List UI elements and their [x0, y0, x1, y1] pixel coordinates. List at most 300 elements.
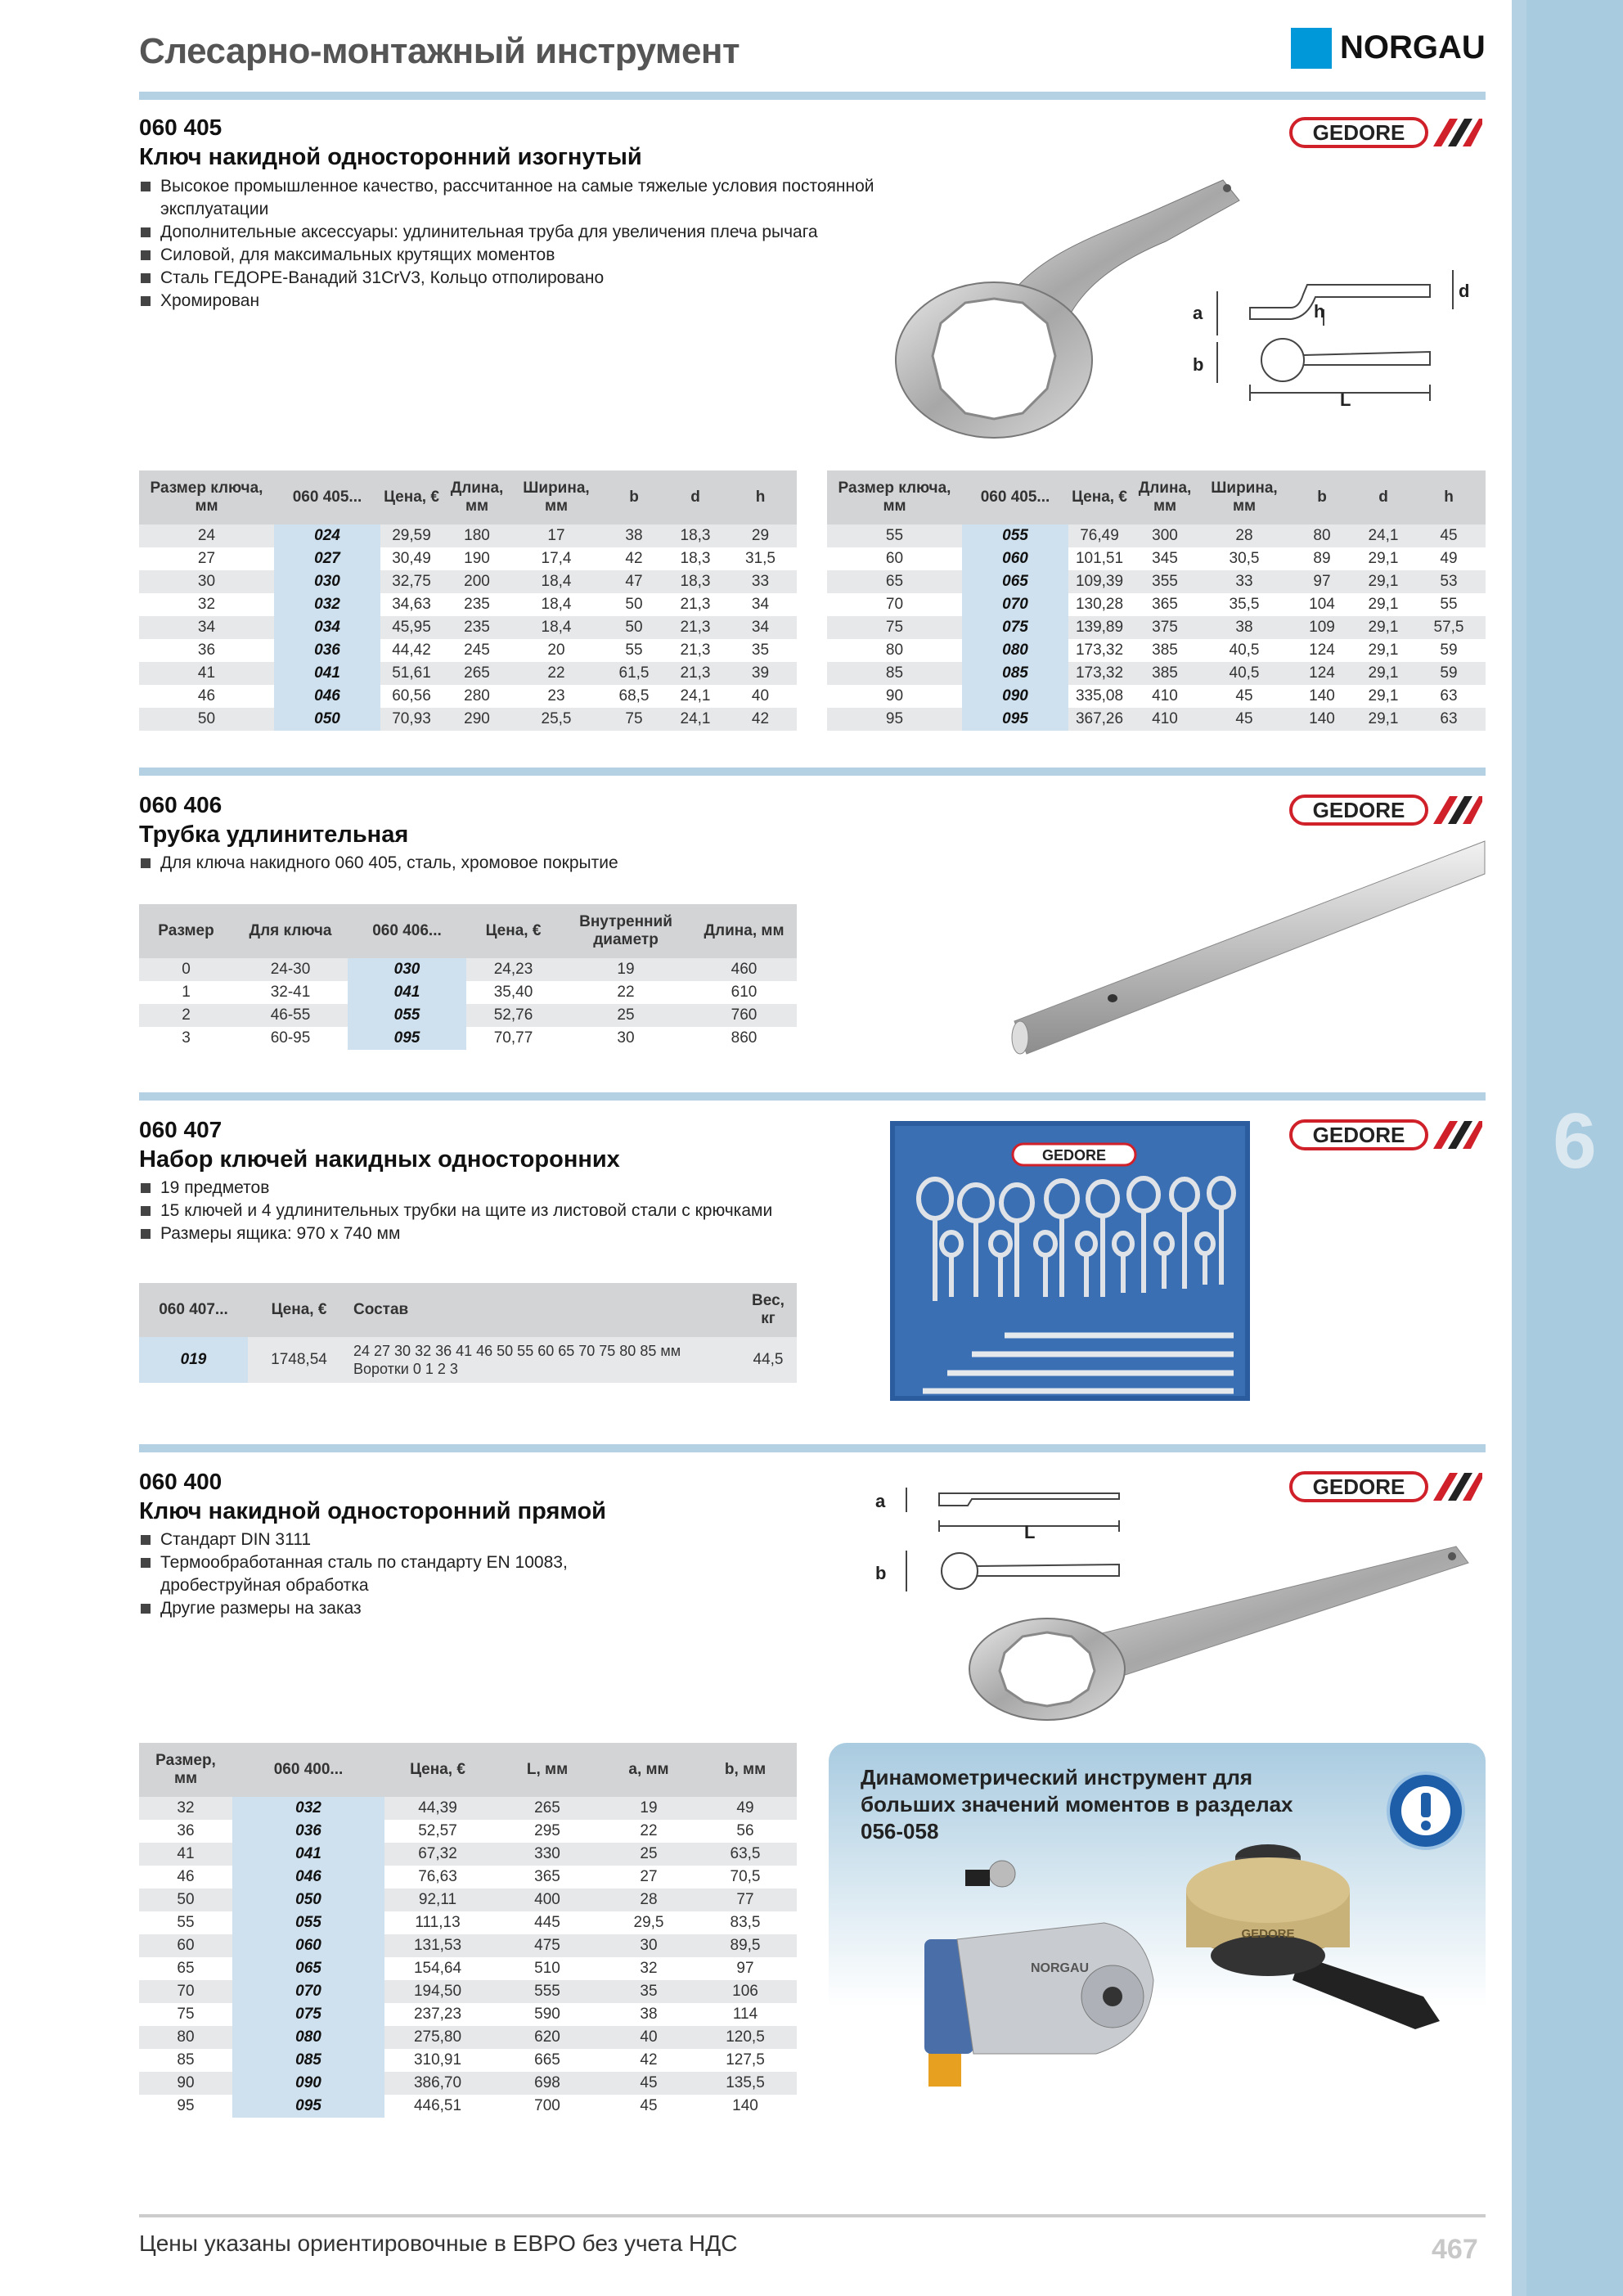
feature-item: Стандарт DIN 3111 [139, 1528, 630, 1551]
table-cell: 173,32 [1068, 662, 1131, 685]
table-cell: 89,5 [694, 1934, 797, 1957]
tool-board-image [890, 1121, 1250, 1401]
table-cell: 700 [491, 2095, 604, 2118]
col-header: b [1289, 470, 1355, 524]
table-cell: 53 [1412, 570, 1486, 593]
table-cell: 85 [827, 662, 962, 685]
section-divider [139, 1092, 1486, 1101]
table-cell: 24,1 [667, 708, 724, 731]
table-row [139, 1980, 797, 2003]
table-cell: 127,5 [694, 2049, 797, 2072]
table-cell: 1748,54 [248, 1337, 350, 1383]
table-cell: 190 [443, 547, 511, 570]
feature-list [139, 852, 875, 875]
table-cell: 63 [1412, 708, 1486, 731]
table-cell: 130,28 [1068, 593, 1131, 616]
table-cell: 44,42 [380, 639, 443, 662]
table-cell: 40,5 [1199, 662, 1289, 685]
table-cell: 555 [491, 1980, 604, 2003]
dim-a-label: a [1193, 303, 1203, 323]
table-cell: 70,77 [466, 1027, 560, 1050]
table-cell: 60 [139, 1934, 232, 1957]
table-cell: 19 [560, 958, 691, 981]
table-cell: 29,1 [1355, 708, 1412, 731]
table-cell: 45 [1199, 708, 1289, 731]
table-cell: 140 [1289, 708, 1355, 731]
table-cell: 45 [1412, 524, 1486, 547]
table-cell: 28 [1199, 524, 1289, 547]
product-code: 060 400 [139, 1469, 223, 1494]
table-cell: 27 [139, 547, 274, 570]
table-row [139, 1004, 797, 1027]
dim-d-label: d [1459, 281, 1470, 301]
table-cell: 120,5 [694, 2026, 797, 2049]
table-060-400 [139, 1743, 797, 2118]
table-cell: 42 [601, 547, 667, 570]
table-cell: 111,13 [384, 1911, 491, 1934]
col-header: Ширина, мм [511, 470, 601, 524]
feature-item: Термообработанная сталь по стандарту EN 10083, дробеструйная обработка [139, 1551, 630, 1597]
table-cell: 21,3 [667, 639, 724, 662]
table-row [139, 593, 797, 616]
table-cell: 60 [827, 547, 962, 570]
table-cell: 60,56 [380, 685, 443, 708]
table-cell: 109,39 [1068, 570, 1131, 593]
table-cell: 18,3 [667, 570, 724, 593]
table-cell: 135,5 [694, 2072, 797, 2095]
table-cell: 24 [139, 524, 274, 547]
table-cell: 124 [1289, 662, 1355, 685]
table-cell: 21,3 [667, 593, 724, 616]
table-cell: 30,5 [1199, 547, 1289, 570]
table-cell: 52,76 [466, 1004, 560, 1027]
table-cell: 060 [962, 547, 1068, 570]
table-cell: 385 [1131, 639, 1199, 662]
table-cell: 29,59 [380, 524, 443, 547]
gedore-logo [1289, 794, 1482, 826]
table-cell: 55 [827, 524, 962, 547]
table-cell: 2 [139, 1004, 233, 1027]
table-cell: 49 [1412, 547, 1486, 570]
table-cell: 085 [232, 2049, 384, 2072]
table-row [139, 1797, 797, 1820]
bent-wrench-dimension-drawing [1193, 260, 1487, 407]
table-cell: 90 [139, 2072, 232, 2095]
table-cell: 21,3 [667, 662, 724, 685]
table-cell: 310,91 [384, 2049, 491, 2072]
table-cell: 024 [274, 524, 380, 547]
col-header: Длина, мм [1131, 470, 1199, 524]
table-cell: 050 [232, 1889, 384, 1911]
table-cell: 89 [1289, 547, 1355, 570]
table-row [139, 616, 797, 639]
table-cell: 60-95 [233, 1027, 348, 1050]
table-cell: 019 [139, 1337, 248, 1383]
table-cell: 036 [274, 639, 380, 662]
table-cell: 59 [1412, 639, 1486, 662]
table-cell: 39 [724, 662, 797, 685]
dim-a-label: a [875, 1491, 886, 1511]
table-cell: 25 [560, 1004, 691, 1027]
table-cell: 070 [962, 593, 1068, 616]
table-cell: 24-30 [233, 958, 348, 981]
table-cell: 365 [1131, 593, 1199, 616]
table-cell: 33 [724, 570, 797, 593]
table-cell: 280 [443, 685, 511, 708]
table-cell: 620 [491, 2026, 604, 2049]
table-cell: 235 [443, 616, 511, 639]
table-cell: 410 [1131, 685, 1199, 708]
table-cell: 367,26 [1068, 708, 1131, 731]
feature-item: Дополнительные аксессуары: удлинительная труба для увеличения плеча рычага [139, 221, 875, 244]
table-cell: 50 [139, 708, 274, 731]
table-cell: 055 [962, 524, 1068, 547]
gedore-logo [1289, 116, 1482, 149]
table-cell: 075 [232, 2003, 384, 2026]
table-cell: 45 [604, 2095, 694, 2118]
col-header: Для ключа [233, 904, 348, 958]
table-cell: 065 [232, 1957, 384, 1980]
table-cell: 32 [604, 1957, 694, 1980]
table-cell: 90 [827, 685, 962, 708]
table-cell: 34,63 [380, 593, 443, 616]
product-title: Набор ключей накидных односторонних [139, 1146, 620, 1173]
table-cell: 18,3 [667, 547, 724, 570]
table-cell: 83,5 [694, 1911, 797, 1934]
table-cell: 46 [139, 685, 274, 708]
table-cell: 114 [694, 2003, 797, 2026]
table-cell: 29,1 [1355, 547, 1412, 570]
table-cell: 090 [232, 2072, 384, 2095]
col-header: b [601, 470, 667, 524]
table-cell: 76,49 [1068, 524, 1131, 547]
extension-tube-image [1006, 833, 1489, 1062]
table-cell: 35 [604, 1980, 694, 2003]
table-cell: 29,1 [1355, 570, 1412, 593]
table-cell: 106 [694, 1980, 797, 2003]
col-header: Цена, € [248, 1283, 350, 1337]
table-row [139, 2072, 797, 2095]
table-cell: 95 [827, 708, 962, 731]
table-row [139, 1934, 797, 1957]
col-header: Длина, мм [691, 904, 797, 958]
table-cell: 046 [232, 1866, 384, 1889]
table-cell: 34 [139, 616, 274, 639]
table-cell: 70 [827, 593, 962, 616]
col-header: Размер [139, 904, 233, 958]
section-divider [139, 1444, 1486, 1452]
table-cell: 335,08 [1068, 685, 1131, 708]
col-header: Размер ключа, мм [827, 470, 962, 524]
table-cell: 44,5 [740, 1337, 797, 1383]
table-row [139, 2095, 797, 2118]
table-cell: 36 [139, 639, 274, 662]
page-title: Слесарно-монтажный инструмент [139, 31, 740, 71]
table-cell: 095 [232, 2095, 384, 2118]
table-cell: 22 [511, 662, 601, 685]
table-cell: 154,64 [384, 1957, 491, 1980]
norgau-logo-icon [1291, 28, 1332, 69]
table-cell: 032 [274, 593, 380, 616]
footer-divider [139, 2214, 1486, 2217]
table-cell: 510 [491, 1957, 604, 1980]
table-cell: 35,5 [1199, 593, 1289, 616]
table-cell: 50 [139, 1889, 232, 1911]
col-header: 060 407... [139, 1283, 248, 1337]
table-cell: 38 [1199, 616, 1289, 639]
table-row [139, 524, 797, 547]
table-cell: 18,4 [511, 593, 601, 616]
gedore-logo-text: GEDORE [1312, 1123, 1405, 1147]
table-cell [350, 1337, 740, 1383]
table-cell: 235 [443, 593, 511, 616]
table-cell: 410 [1131, 708, 1199, 731]
dim-L-label: L [1340, 389, 1351, 407]
table-cell: 34 [724, 616, 797, 639]
infobox-text: Динамометрический инструмент для больших значений моментов в разделах 056-058 [861, 1765, 1293, 1844]
table-cell: 300 [1131, 524, 1199, 547]
table-cell: 51,61 [380, 662, 443, 685]
table-cell: 460 [691, 958, 797, 981]
table-cell: 095 [962, 708, 1068, 731]
table-cell: 400 [491, 1889, 604, 1911]
gedore-logo-text: GEDORE [1312, 1474, 1405, 1499]
dim-L-label: L [1024, 1522, 1036, 1542]
table-row [139, 1889, 797, 1911]
product-code: 060 406 [139, 792, 223, 817]
table-cell: 63,5 [694, 1843, 797, 1866]
table-cell: 44,39 [384, 1797, 491, 1820]
table-cell: 32 [139, 1797, 232, 1820]
table-row [827, 547, 1486, 570]
table-cell: 131,53 [384, 1934, 491, 1957]
composition-keys: 24 27 30 32 36 41 46 50 55 60 65 70 75 80 85 мм [353, 1343, 681, 1359]
feature-list [139, 175, 875, 313]
price-note: Цены указаны ориентировочные в ЕВРО без учета НДС [139, 2231, 738, 2256]
table-row [827, 593, 1486, 616]
col-header: a, мм [604, 1743, 694, 1797]
table-cell: 330 [491, 1843, 604, 1866]
table-cell: 50 [601, 616, 667, 639]
table-cell: 265 [491, 1797, 604, 1820]
table-cell: 56 [694, 1820, 797, 1843]
product-title: Ключ накидной односторонний прямой [139, 1498, 606, 1524]
table-cell: 55 [1412, 593, 1486, 616]
table-cell: 40,5 [1199, 639, 1289, 662]
col-header: Внутренний диаметр [560, 904, 691, 958]
table-cell: 070 [232, 1980, 384, 2003]
table-cell: 32-41 [233, 981, 348, 1004]
gedore-logo [1289, 1119, 1482, 1151]
col-header: h [724, 470, 797, 524]
table-cell: 101,51 [1068, 547, 1131, 570]
table-cell: 034 [274, 616, 380, 639]
gedore-logo-text: GEDORE [1312, 120, 1405, 145]
table-row [139, 1820, 797, 1843]
table-cell: 80 [827, 639, 962, 662]
table-cell: 385 [1131, 662, 1199, 685]
table-cell: 295 [491, 1820, 604, 1843]
gedore-logo-text: GEDORE [1312, 798, 1405, 822]
table-cell: 30 [139, 570, 274, 593]
col-header: d [1355, 470, 1412, 524]
table-cell: 35,40 [466, 981, 560, 1004]
table-cell: 76,63 [384, 1866, 491, 1889]
feature-item: Хромирован [139, 290, 875, 313]
col-header: L, мм [491, 1743, 604, 1797]
table-cell: 055 [348, 1004, 466, 1027]
table-cell: 041 [232, 1843, 384, 1866]
table-cell: 47 [601, 570, 667, 593]
table-cell: 31,5 [724, 547, 797, 570]
table-row [139, 1866, 797, 1889]
table-cell: 49 [694, 1797, 797, 1820]
table-row [139, 2026, 797, 2049]
table-row [139, 1957, 797, 1980]
table-cell: 30 [560, 1027, 691, 1050]
table-row [139, 639, 797, 662]
table-cell: 24,1 [1355, 524, 1412, 547]
col-header: Цена, € [384, 1743, 491, 1797]
table-cell: 085 [962, 662, 1068, 685]
table-cell: 55 [601, 639, 667, 662]
hydraulic-wrench-label: NORGAU [1031, 1961, 1090, 1975]
table-cell: 075 [962, 616, 1068, 639]
torque-multiplier-label: GEDORE [1241, 1927, 1295, 1941]
table-cell: 104 [1289, 593, 1355, 616]
table-cell: 40 [724, 685, 797, 708]
table-cell: 97 [1289, 570, 1355, 593]
table-cell: 860 [691, 1027, 797, 1050]
table-cell: 0 [139, 958, 233, 981]
table-cell: 17,4 [511, 547, 601, 570]
feature-item: Другие размеры на заказ [139, 1597, 630, 1620]
table-cell: 30 [604, 1934, 694, 1957]
page-number: 467 [1432, 2234, 1478, 2265]
col-header: 060 400... [232, 1743, 384, 1797]
table-cell: 38 [604, 2003, 694, 2026]
feature-item: Высокое промышленное качество, рассчитанное на самые тяжелые условия постоянной эксплуатации [139, 175, 875, 221]
table-cell: 290 [443, 708, 511, 731]
table-cell: 29,1 [1355, 593, 1412, 616]
table-cell: 375 [1131, 616, 1199, 639]
feature-list [139, 1528, 630, 1620]
col-header: Цена, € [380, 470, 443, 524]
table-row [827, 639, 1486, 662]
table-row [827, 524, 1486, 547]
torque-multiplier-image [1178, 1833, 1456, 2046]
table-row [139, 981, 797, 1004]
col-header: 060 405... [962, 470, 1068, 524]
table-cell: 22 [560, 981, 691, 1004]
section-divider [139, 768, 1486, 776]
table-cell: 18,4 [511, 616, 601, 639]
table-cell: 61,5 [601, 662, 667, 685]
dim-b-label: b [1193, 354, 1204, 375]
table-cell: 590 [491, 2003, 604, 2026]
table-cell: 275,80 [384, 2026, 491, 2049]
table-cell: 080 [962, 639, 1068, 662]
table-cell: 090 [962, 685, 1068, 708]
table-row [139, 958, 797, 981]
table-cell: 446,51 [384, 2095, 491, 2118]
feature-item: 19 предметов [139, 1177, 859, 1200]
table-cell: 75 [139, 2003, 232, 2026]
table-cell: 665 [491, 2049, 604, 2072]
col-header: b, мм [694, 1743, 797, 1797]
table-cell: 095 [348, 1027, 466, 1050]
table-cell: 760 [691, 1004, 797, 1027]
table-cell: 80 [139, 2026, 232, 2049]
table-row [139, 685, 797, 708]
gedore-logo [1289, 1470, 1482, 1503]
table-cell: 050 [274, 708, 380, 731]
table-cell: 52,57 [384, 1820, 491, 1843]
table-cell: 139,89 [1068, 616, 1131, 639]
table-cell: 25,5 [511, 708, 601, 731]
table-cell: 3 [139, 1027, 233, 1050]
table-cell: 50 [601, 593, 667, 616]
table-cell: 29,5 [604, 1911, 694, 1934]
table-cell: 036 [232, 1820, 384, 1843]
col-header: Вес, кг [740, 1283, 797, 1337]
table-cell: 45,95 [380, 616, 443, 639]
hydraulic-wrench-image [908, 1857, 1186, 2095]
table-cell: 28 [604, 1889, 694, 1911]
table-cell: 365 [491, 1866, 604, 1889]
table-cell: 29,1 [1355, 616, 1412, 639]
table-cell: 40 [604, 2026, 694, 2049]
table-cell: 445 [491, 1911, 604, 1934]
table-cell: 19 [604, 1797, 694, 1820]
table-cell: 24,23 [466, 958, 560, 981]
section-divider [139, 92, 1486, 100]
table-cell: 29,1 [1355, 639, 1412, 662]
table-cell: 140 [1289, 685, 1355, 708]
table-060-407 [139, 1283, 797, 1383]
table-cell: 46-55 [233, 1004, 348, 1027]
feature-item: 15 ключей и 4 удлинительных трубки на щите из листовой стали с крючками [139, 1200, 859, 1222]
table-cell: 032 [232, 1797, 384, 1820]
table-cell: 55 [139, 1911, 232, 1934]
table-cell: 23 [511, 685, 601, 708]
table-row [139, 570, 797, 593]
table-cell: 85 [139, 2049, 232, 2072]
table-cell: 65 [139, 1957, 232, 1980]
table-row [139, 708, 797, 731]
col-header: h [1412, 470, 1486, 524]
col-header: Размер, мм [139, 1743, 232, 1797]
feature-item: Размеры ящика: 970 x 740 мм [139, 1222, 859, 1245]
table-cell: 055 [232, 1911, 384, 1934]
table-cell: 180 [443, 524, 511, 547]
table-row [827, 570, 1486, 593]
table-cell: 060 [232, 1934, 384, 1957]
col-header: Состав [350, 1283, 740, 1337]
table-cell: 25 [604, 1843, 694, 1866]
table-cell: 75 [827, 616, 962, 639]
table-cell: 698 [491, 2072, 604, 2095]
table-cell: 1 [139, 981, 233, 1004]
table-060-406 [139, 904, 797, 1050]
table-cell: 35 [724, 639, 797, 662]
table-cell: 355 [1131, 570, 1199, 593]
table-row [139, 662, 797, 685]
table-cell: 18,4 [511, 570, 601, 593]
table-cell: 030 [274, 570, 380, 593]
table-cell: 41 [139, 662, 274, 685]
norgau-logo-text: NORGAU [1340, 29, 1486, 65]
